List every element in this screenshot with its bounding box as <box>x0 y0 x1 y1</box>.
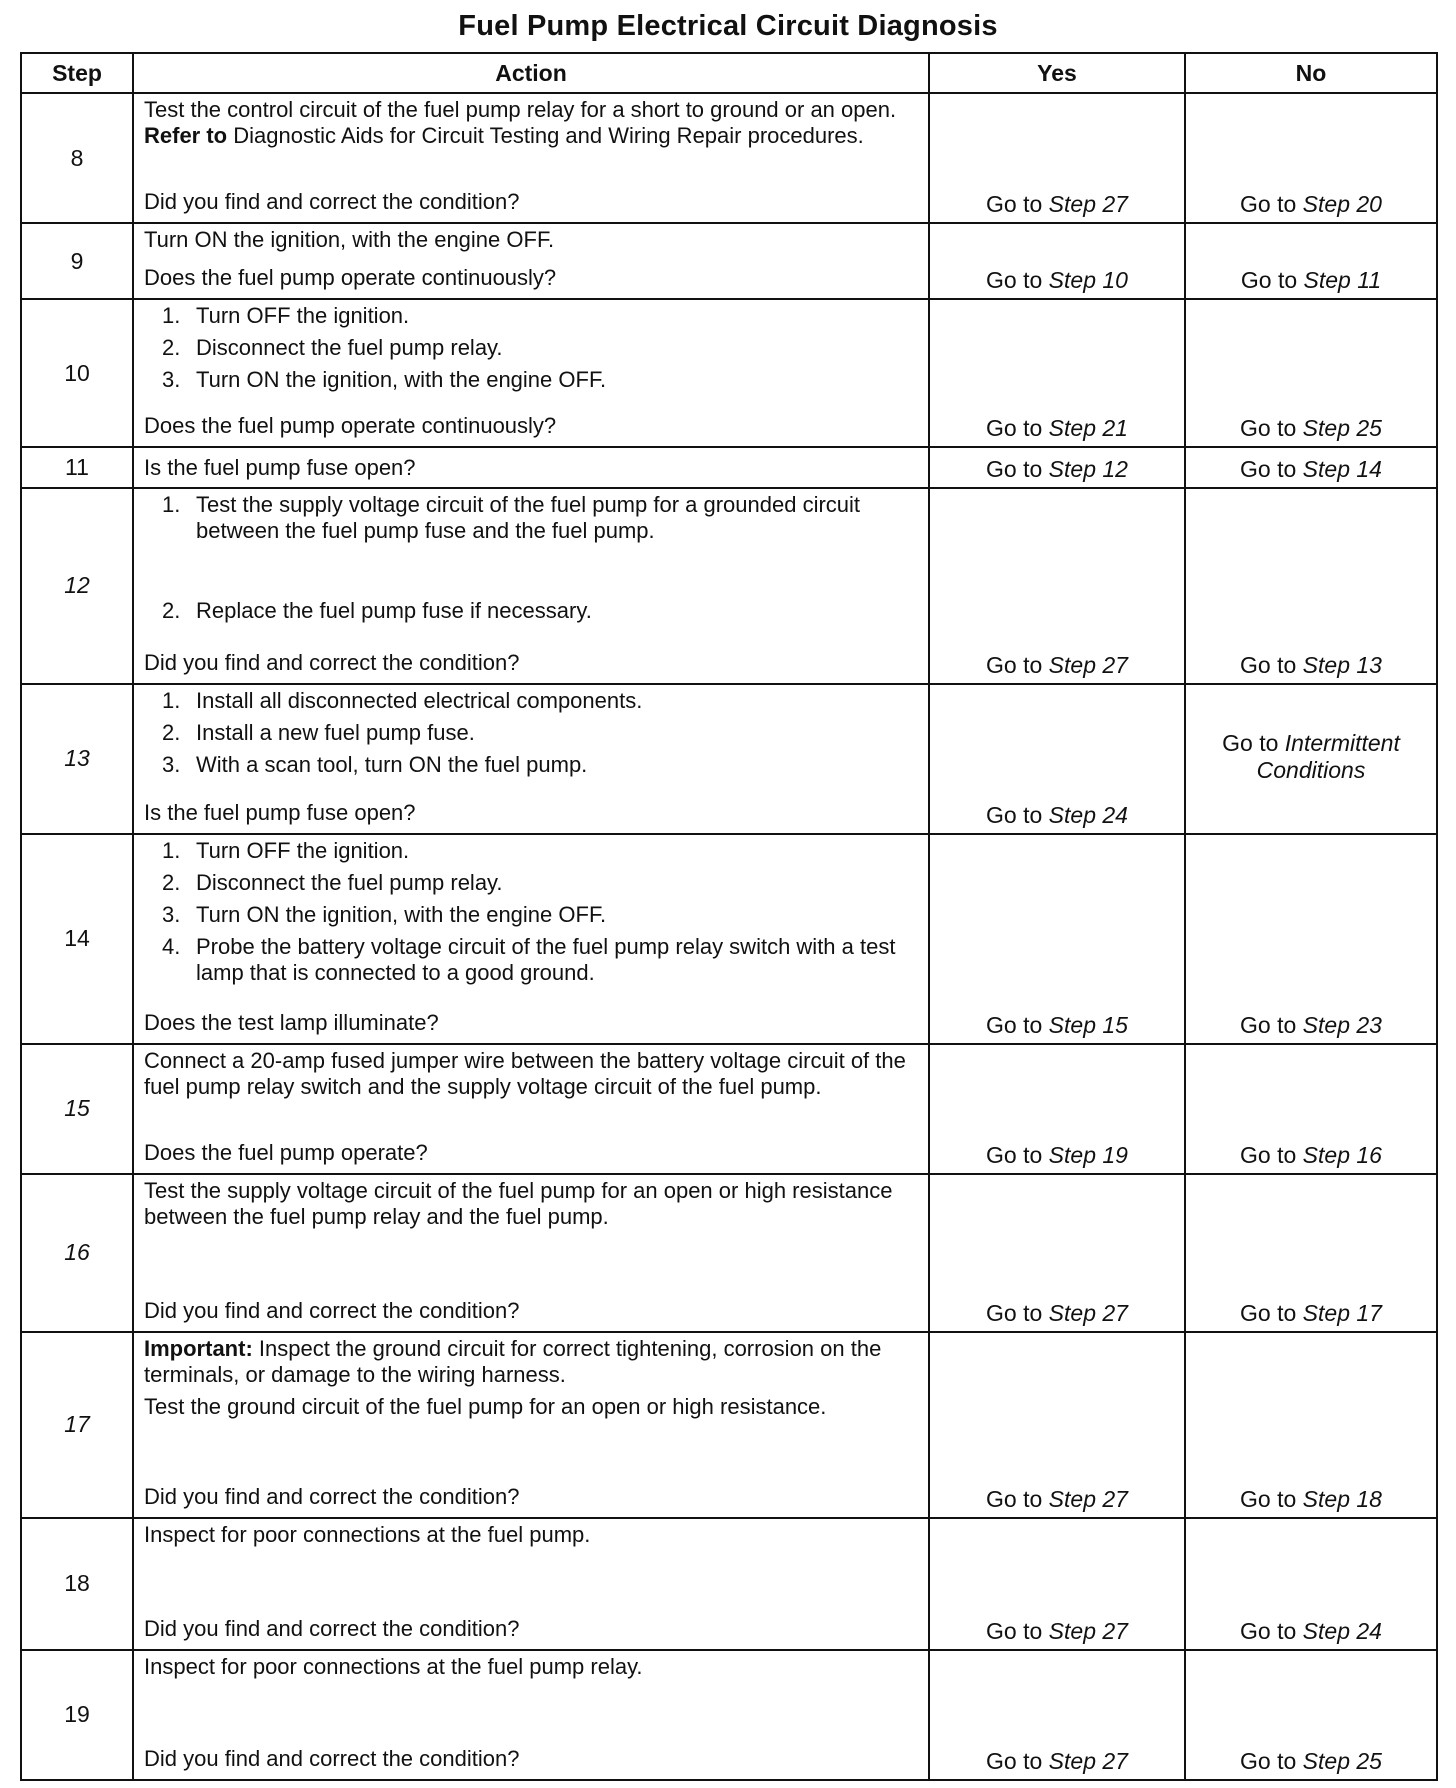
action-question: Is the fuel pump fuse open? <box>144 455 416 480</box>
yes-goto-target: Step 27 <box>1048 651 1128 678</box>
action-question: Did you find and correct the condition? <box>144 1616 520 1641</box>
step-number: 17 <box>64 1411 90 1438</box>
step-number: 11 <box>65 453 89 480</box>
no-goto-prefix: Go to <box>1240 1485 1303 1512</box>
action-list-item <box>162 598 918 624</box>
no-goto-target: Step 16 <box>1302 1141 1382 1168</box>
action-text-secondary: Test the ground circuit of the fuel pump for an open or high resistance. <box>144 1393 827 1419</box>
table-body <box>21 93 1437 1780</box>
yes-goto-target: Step 12 <box>1048 455 1128 482</box>
yes-goto-prefix: Go to <box>986 191 1049 217</box>
step-number: 16 <box>64 1239 90 1266</box>
table-row <box>21 1332 1437 1518</box>
action-list-item <box>162 688 918 714</box>
action-question: Does the test lamp illuminate? <box>144 1010 439 1035</box>
no-goto-prefix: Go to <box>1222 730 1285 757</box>
header-step: Step <box>21 53 133 93</box>
list-item-text: Disconnect the fuel pump relay. <box>196 869 503 895</box>
table-row <box>21 93 1437 223</box>
step-cell <box>21 684 133 834</box>
header-no: No <box>1185 53 1437 93</box>
action-content <box>144 1654 918 1772</box>
action-cell <box>133 1650 929 1780</box>
no-goto-prefix: Go to <box>1240 415 1303 441</box>
yes-cell <box>929 1174 1185 1332</box>
table-row <box>21 488 1437 684</box>
action-cell <box>133 1174 929 1332</box>
action-cell <box>133 684 929 834</box>
yes-goto-prefix: Go to <box>986 1485 1049 1512</box>
step-cell <box>21 223 133 299</box>
action-text <box>144 1048 918 1100</box>
no-goto-target: Step 25 <box>1302 1747 1382 1774</box>
yes-goto-prefix: Go to <box>986 267 1049 293</box>
header-row <box>21 53 1437 93</box>
action-cell <box>133 1332 929 1518</box>
yes-goto-target: Step 21 <box>1048 415 1128 441</box>
yes-goto-prefix: Go to <box>986 1617 1049 1644</box>
action-question: Did you find and correct the condition? <box>144 1484 520 1509</box>
action-question: Did you find and correct the condition? <box>144 650 520 675</box>
step-number: 13 <box>64 745 90 772</box>
step-cell <box>21 488 133 684</box>
action-content <box>144 492 918 676</box>
page-title: Fuel Pump Electrical Circuit Diagnosis <box>458 10 998 42</box>
no-goto-prefix: Go to <box>1240 1141 1303 1168</box>
table-row <box>21 834 1437 1044</box>
action-content <box>144 1178 918 1324</box>
step-cell <box>21 299 133 447</box>
action-list-item <box>162 838 918 864</box>
list-number: 2. <box>162 597 181 623</box>
action-list-item <box>162 902 918 928</box>
no-cell <box>1185 1174 1437 1332</box>
no-goto-prefix: Go to <box>1240 1299 1303 1326</box>
list-item-text: Replace the fuel pump fuse if necessary. <box>196 597 592 623</box>
action-content <box>144 1336 918 1510</box>
no-goto-target: Step 17 <box>1302 1299 1382 1326</box>
action-cell <box>133 93 929 223</box>
yes-cell <box>929 299 1185 447</box>
action-text-part: Inspect the ground circuit for correct tightening, corrosion on the terminals, or damage to the wiring harness. <box>144 1335 882 1387</box>
action-question: Did you find and correct the condition? <box>144 1298 520 1323</box>
yes-cell <box>929 488 1185 684</box>
action-list-item <box>162 720 918 746</box>
table-row <box>21 299 1437 447</box>
table-row <box>21 223 1437 299</box>
yes-cell <box>929 447 1185 488</box>
no-goto-target: Step 13 <box>1302 651 1382 678</box>
yes-goto-prefix: Go to <box>986 1011 1049 1038</box>
step-cell <box>21 834 133 1044</box>
header-yes: Yes <box>929 53 1185 93</box>
action-question: Does the fuel pump operate continuously? <box>144 265 557 291</box>
step-number: 15 <box>64 1095 90 1122</box>
action-list-item <box>162 870 918 896</box>
list-item-text: Test the supply voltage circuit of the fuel pump for a grounded circuit between the fuel pump fuse and the fuel pump. <box>196 491 861 543</box>
action-text-part: Diagnostic Aids for Circuit Testing and Wiring Repair procedures. <box>227 122 864 148</box>
step-number: 8 <box>70 144 84 171</box>
yes-goto-target: Step 27 <box>1048 1299 1128 1326</box>
yes-cell <box>929 1332 1185 1518</box>
no-cell <box>1185 447 1437 488</box>
yes-goto-prefix: Go to <box>986 415 1049 441</box>
action-text-part: Inspect for poor connections at the fuel pump relay. <box>144 1653 643 1679</box>
no-cell <box>1185 93 1437 223</box>
no-goto-target: Step 20 <box>1302 191 1382 217</box>
no-goto-target: Step 18 <box>1302 1485 1382 1512</box>
no-goto-prefix: Go to <box>1240 267 1304 293</box>
action-question: Did you find and correct the condition? <box>144 1746 520 1771</box>
yes-cell <box>929 1650 1185 1780</box>
action-text-bold: Refer to <box>144 122 228 148</box>
list-number: 1. <box>162 837 181 863</box>
yes-goto-prefix: Go to <box>986 455 1049 482</box>
action-content <box>144 688 918 826</box>
action-text <box>144 1654 918 1680</box>
list-item-text: Turn ON the ignition, with the engine OFF. <box>196 366 607 392</box>
step-cell <box>21 447 133 488</box>
list-number: 3. <box>162 751 181 777</box>
no-cell <box>1185 1044 1437 1174</box>
action-list-item <box>162 303 918 329</box>
list-number: 1. <box>162 491 181 517</box>
action-text-part: Turn ON the ignition, with the engine OFF. <box>144 227 555 252</box>
action-content <box>144 97 918 215</box>
action-text <box>144 1336 918 1388</box>
yes-goto-target: Step 15 <box>1048 1011 1128 1038</box>
no-goto-target: Step 11 <box>1303 267 1382 293</box>
action-question: Does the fuel pump operate continuously? <box>144 413 557 439</box>
list-number: 1. <box>162 303 181 328</box>
action-question: Does the fuel pump operate? <box>144 1140 428 1165</box>
no-goto-prefix: Go to <box>1240 1617 1303 1644</box>
action-text-part: Inspect for poor connections at the fuel pump. <box>144 1521 591 1547</box>
list-number: 2. <box>162 334 181 360</box>
step-cell <box>21 1174 133 1332</box>
yes-goto-target: Step 27 <box>1048 191 1128 217</box>
list-number: 2. <box>162 869 181 895</box>
yes-cell <box>929 1044 1185 1174</box>
action-cell <box>133 447 929 488</box>
no-goto-target: Step 25 <box>1302 415 1382 441</box>
action-text-part: Test the supply voltage circuit of the fuel pump for an open or high resistance between the fuel pump relay and the fuel pump. <box>144 1177 893 1229</box>
yes-cell <box>929 834 1185 1044</box>
action-list-item <box>162 367 918 393</box>
yes-cell <box>929 1518 1185 1650</box>
list-number: 2. <box>162 719 181 745</box>
diagnosis-table <box>20 52 1438 1781</box>
action-content <box>144 1048 918 1166</box>
list-item-text: Turn ON the ignition, with the engine OFF. <box>196 901 607 927</box>
action-text <box>144 227 918 253</box>
list-item-text: Install all disconnected electrical components. <box>196 687 643 713</box>
yes-goto-target: Step 27 <box>1048 1747 1128 1774</box>
step-cell <box>21 1518 133 1650</box>
step-number: 9 <box>70 247 84 274</box>
table-row <box>21 1650 1437 1780</box>
action-list-item <box>162 335 918 361</box>
yes-goto-prefix: Go to <box>986 651 1049 678</box>
yes-cell <box>929 93 1185 223</box>
step-cell <box>21 1650 133 1780</box>
yes-cell <box>929 684 1185 834</box>
action-content <box>144 1522 918 1642</box>
list-item-text: Install a new fuel pump fuse. <box>196 719 475 745</box>
yes-goto-prefix: Go to <box>986 1747 1049 1774</box>
yes-goto-target: Step 10 <box>1048 267 1128 293</box>
no-goto-prefix: Go to <box>1240 1747 1303 1774</box>
action-content <box>144 838 918 1036</box>
action-content <box>144 227 918 291</box>
no-goto-prefix: Go to <box>1240 651 1303 678</box>
no-goto-target: Step 23 <box>1302 1011 1382 1038</box>
no-cell <box>1185 223 1437 299</box>
table-row <box>21 1044 1437 1174</box>
action-text <box>144 1178 918 1230</box>
no-cell <box>1185 1650 1437 1780</box>
action-list-item <box>162 752 918 778</box>
action-list-item <box>162 492 918 544</box>
yes-cell <box>929 223 1185 299</box>
table-row <box>21 684 1437 834</box>
no-goto-prefix: Go to <box>1240 455 1303 482</box>
action-cell <box>133 834 929 1044</box>
no-cell <box>1185 1332 1437 1518</box>
list-number: 3. <box>162 901 181 927</box>
list-item-text: Probe the battery voltage circuit of the fuel pump relay switch with a test lamp that is connected to a good ground. <box>196 933 896 985</box>
action-list-item <box>162 934 918 986</box>
list-item-text: With a scan tool, turn ON the fuel pump. <box>196 751 588 777</box>
step-number: 18 <box>64 1570 90 1597</box>
no-goto-prefix: Go to <box>1240 1011 1303 1038</box>
list-number: 1. <box>162 687 181 713</box>
action-cell <box>133 1518 929 1650</box>
no-cell <box>1185 684 1437 834</box>
no-goto-prefix: Go to <box>1240 191 1303 217</box>
action-text-part: Test the control circuit of the fuel pump relay for a short to ground or an open. <box>144 97 897 122</box>
step-cell <box>21 93 133 223</box>
action-content <box>144 451 918 481</box>
list-number: 3. <box>162 366 181 392</box>
no-cell <box>1185 1518 1437 1650</box>
yes-goto-target: Step 27 <box>1048 1617 1128 1644</box>
table-row <box>21 1174 1437 1332</box>
yes-goto-prefix: Go to <box>986 801 1049 828</box>
no-goto-target: Step 24 <box>1302 1617 1382 1644</box>
action-content <box>144 303 918 439</box>
list-item-text: Disconnect the fuel pump relay. <box>196 334 503 360</box>
action-cell <box>133 1044 929 1174</box>
no-cell <box>1185 299 1437 447</box>
action-text-part: Connect a 20-amp fused jumper wire between the battery voltage circuit of the fuel pump relay switch and the supply voltage circuit of the fuel pump. <box>144 1047 906 1099</box>
no-goto-target: Intermittent Conditions <box>1256 730 1400 784</box>
table-row <box>21 447 1437 488</box>
action-question: Is the fuel pump fuse open? <box>144 800 416 825</box>
list-item-text: Turn OFF the ignition. <box>196 837 410 863</box>
step-number: 19 <box>64 1701 90 1728</box>
action-cell <box>133 488 929 684</box>
yes-goto-target: Step 27 <box>1048 1485 1128 1512</box>
action-cell <box>133 299 929 447</box>
action-text-bold: Important: <box>144 1335 253 1361</box>
yes-goto-prefix: Go to <box>986 1141 1049 1168</box>
header-action: Action <box>133 53 929 93</box>
step-cell <box>21 1044 133 1174</box>
no-cell <box>1185 834 1437 1044</box>
table-row <box>21 1518 1437 1650</box>
step-number: 12 <box>64 572 90 599</box>
list-item-text: Turn OFF the ignition. <box>196 303 410 328</box>
step-number: 10 <box>64 359 90 386</box>
list-number: 4. <box>162 933 181 959</box>
action-question: Did you find and correct the condition? <box>144 189 520 215</box>
action-text <box>144 1522 918 1548</box>
step-cell <box>21 1332 133 1518</box>
no-goto-target: Step 14 <box>1302 455 1382 482</box>
step-number: 14 <box>64 925 90 952</box>
action-cell <box>133 223 929 299</box>
yes-goto-prefix: Go to <box>986 1299 1049 1326</box>
no-cell <box>1185 488 1437 684</box>
action-text <box>144 97 918 149</box>
yes-goto-target: Step 19 <box>1048 1141 1128 1168</box>
yes-goto-target: Step 24 <box>1048 801 1128 828</box>
